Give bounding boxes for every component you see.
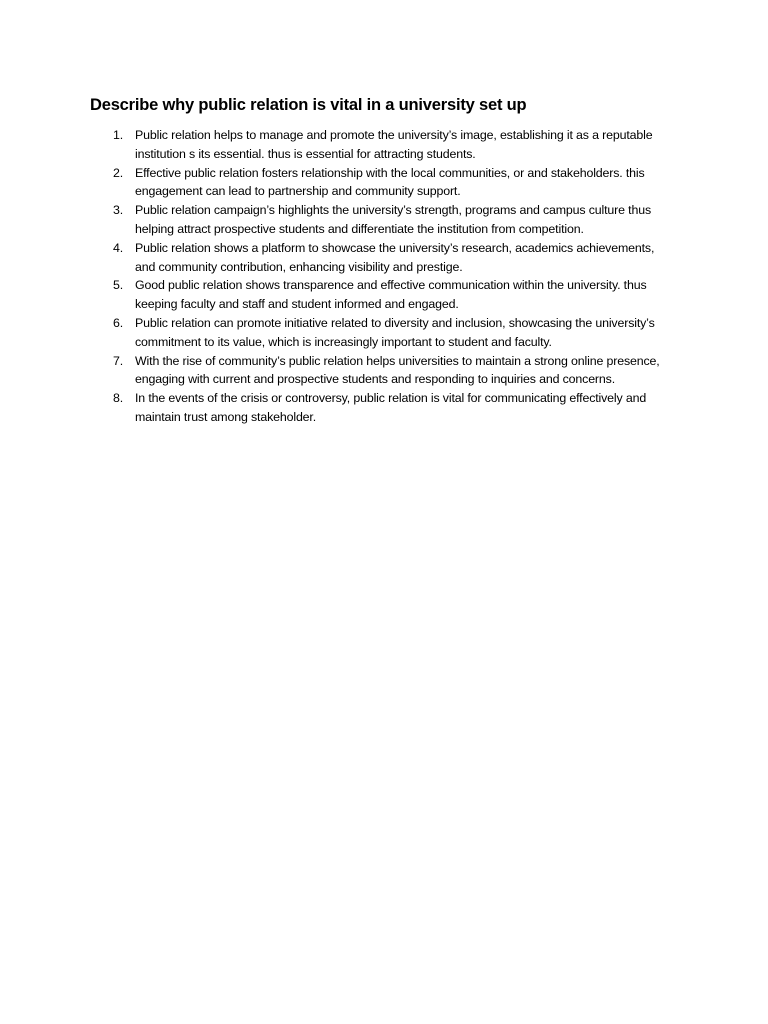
list-item-number: 5.: [113, 278, 124, 293]
list-item-number: 8.: [113, 391, 124, 406]
list-item-text: Public relation campaign’s highlights the university’s strength, programs and campus culture thus helping attract prospective students and differentiate the institution from competition.: [135, 203, 652, 236]
numbered-list: [0, 126, 768, 427]
list-item: [0, 239, 768, 277]
list-item: [0, 126, 768, 164]
list-item-number: 2.: [113, 165, 124, 180]
list-item: [0, 352, 768, 390]
document-title: Describe why public relation is vital in a university set up: [90, 96, 527, 114]
list-item-text: In the events of the crisis or controversy, public relation is vital for communicating effectively and maintain trust among stakeholder.: [135, 391, 647, 424]
list-item: [0, 314, 768, 352]
list-item: [0, 164, 768, 202]
list-item-number: 1.: [113, 128, 124, 142]
list-item-text: Public relation shows a platform to showcase the university’s research, academics achievements, and community contribution, enhancing visibility and prestige.: [135, 240, 655, 274]
list-item: [0, 201, 768, 239]
list-item-text: Good public relation shows transparence and effective communication within the university. thus keeping faculty and staff and student informed and engaged.: [135, 278, 647, 312]
list-item-number: 3.: [113, 203, 124, 218]
list-item-text: With the rise of community’s public relation helps universities to maintain a strong online presence, engaging with current and prospective students and responding to inquiries and concerns.: [135, 353, 660, 387]
list-item: [0, 389, 768, 427]
list-item-number: 7.: [113, 353, 124, 368]
list-item-number: 6.: [113, 315, 124, 330]
list-item-text: Public relation can promote initiative related to diversity and inclusion, showcasing the university’s commitment to its value, which is increasingly important to student and faculty.: [135, 315, 655, 349]
list-item-text: Effective public relation fosters relationship with the local communities, or and stakeholders. this engagement can lead to partnership and community support.: [135, 165, 645, 199]
list-item-text: Public relation helps to manage and promote the university’s image, establishing it as a reputable institution s its essential. thus is essential for attracting students.: [135, 128, 653, 161]
list-item-number: 4.: [113, 240, 124, 255]
list-item: [0, 276, 768, 314]
